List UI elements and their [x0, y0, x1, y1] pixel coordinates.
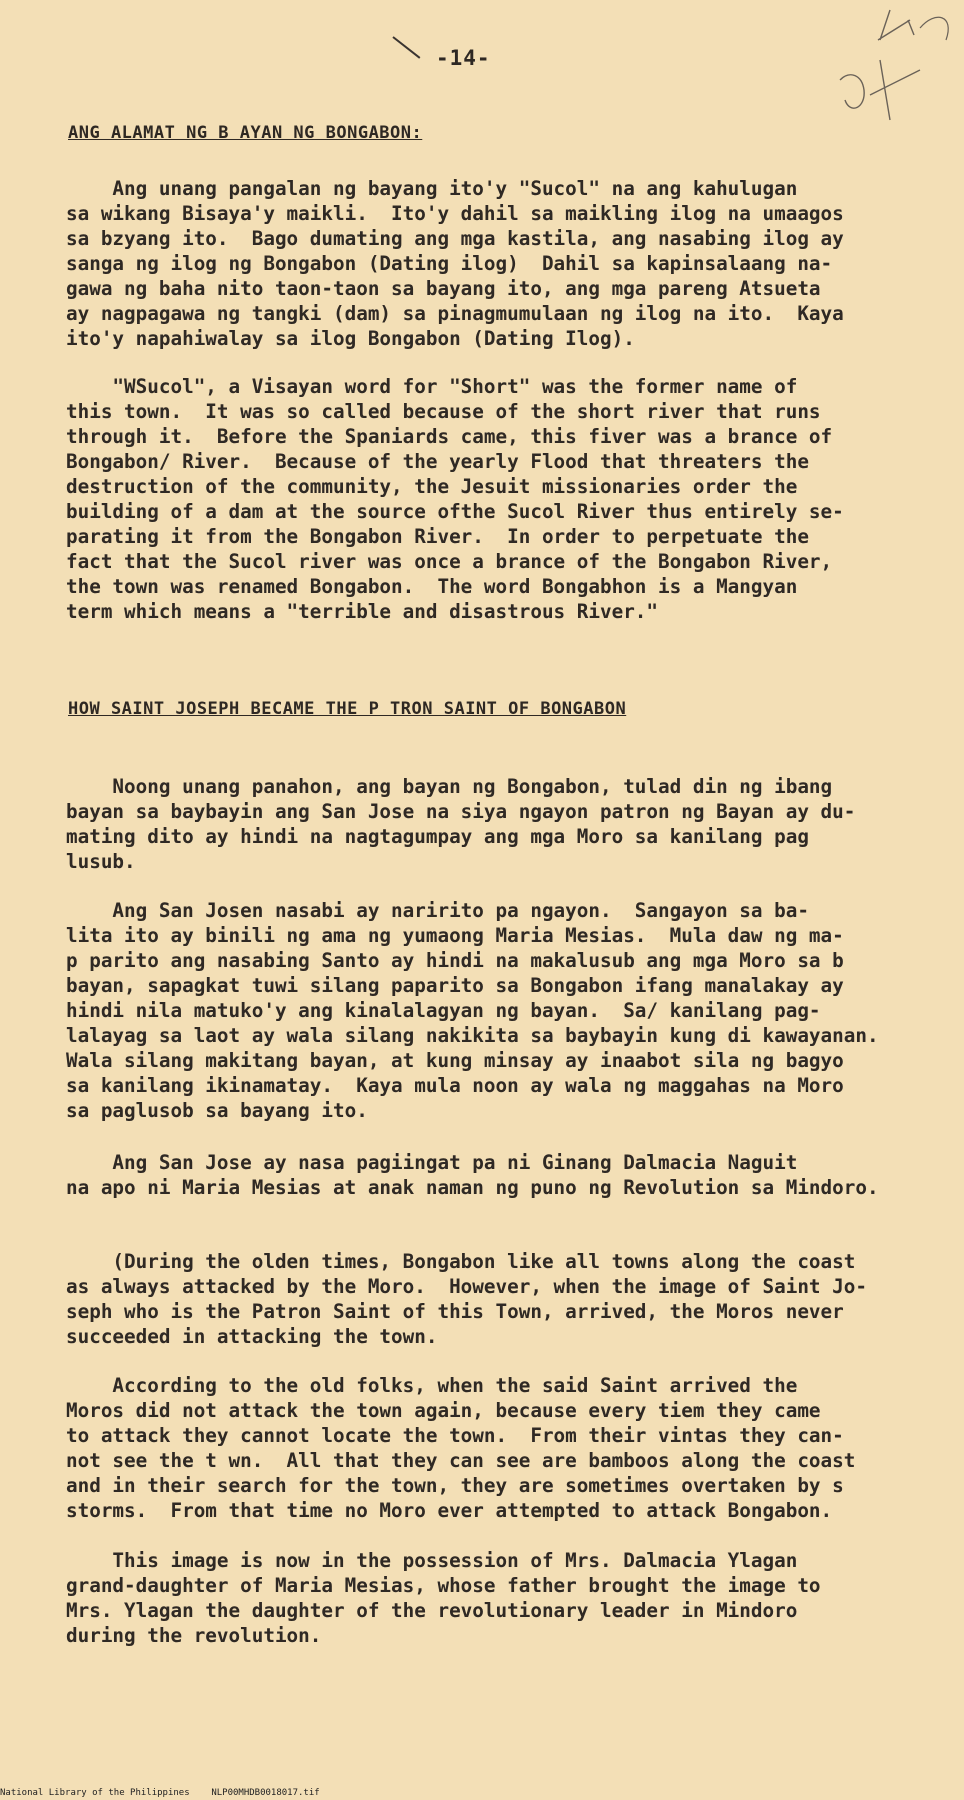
pen-tick-mark [392, 36, 420, 59]
section-1-heading: ANG ALAMAT NG B AYAN NG BONGABON: [68, 123, 423, 143]
section-2-tagalog-paragraph-3: Ang San Jose ay nasa pagiingat pa ni Ginang Dalmacia Naguit na apo ni Maria Mesias at anak naman ng puno ng Revolution sa Mindoro. [66, 1151, 879, 1199]
scan-footer-caption: National Library of the Philippines NLP00MHDB0018017.tif [0, 1788, 320, 1798]
section-2-tagalog-paragraph-1: Noong unang panahon, ang bayan ng Bongabon, tulad din ng ibang bayan sa baybayin ang San Jose na siya ngayon patron ng Bayan ay du- mating dito ay hindi na nagtagumpay ang mga Moro sa kanilang pag lusub. [66, 775, 856, 873]
page-number: -14- [436, 46, 491, 70]
section-1-tagalog-paragraph: Ang unang pangalan ng bayang ito'y "Sucol" na ang kahulugan sa wikang Bisaya'y maikli. Ito'y dahil sa maikling ilog na umaagos sa bzyang ito. Bago dumating ang mga kastila, ang nasabing ilog ay sanga ng ilog ng Bongabon (Dating ilog) Dahil sa kapinsalaang na- gawa ng baha nito taon-taon sa bayang ito, ang mga pareng Atsueta ay nagpagawa ng tangki (dam) sa pinagmumulaan ng ilog na ito. Kaya ito'y napahiwalay sa ilog Bongabon (Dating Ilog). [66, 177, 844, 350]
section-2-tagalog-paragraph-2: Ang San Josen nasabi ay naririto pa ngayon. Sangayon sa ba- lita ito ay binili ng ama ng yumaong Maria Mesias. Mula daw ng ma- p parito ang nasabing Santo ay hindi na makalusub ang mga Moro sa b bayan, sapagkat tuwi silang paparito sa Bongabon ifang manalakay ay hindi nila matuko'y ang kinalalagyan ng bayan. Sa/ kanilang pag- lalayag sa laot ay wala silang nakikita sa baybayin kung di kawayanan. Wala silang makitang bayan, at kung minsay ay inaabot sila ng bagyo sa kanilang ikinamatay. Kaya mula noon ay wala ng maggahas na Moro sa paglusob sa bayang ito. [66, 899, 879, 1122]
section-1-english-paragraph: "WSucol", a Visayan word for "Short" was the former name of this town. It was so called because of the short river that runs through it. Before the Spaniards came, this fiver was a brance of Bongabon/ River. Because of the yearly Flood that threaters the destruction of the community, the Jesuit missionaries order the building of a dam at the source ofthe Sucol River thus entirely se- parating it from the Bongabon River. In order to perpetuate the fact that the Sucol river was once a brance of the Bongabon River, the town was renamed Bongabon. The word Bongabhon is a Mangyan term which means a "terrible and disastrous River." [66, 375, 844, 623]
section-2-english-paragraph-1: (During the olden times, Bongabon like all towns along the coast as always attacked by the Moro. However, when the image of Saint Jo- seph who is the Patron Saint of this Town, arrived, the Moros never succeeded in attacking the town. [66, 1250, 867, 1348]
section-2-english-paragraph-2: According to the old folks, when the said Saint arrived the Moros did not attack the town again, because every tiem they came to attack they cannot locate the town. From their vintas they can- not see the t wn. All that they can see are bamboos along the coast and in their search for the town, they are sometimes overtaken by s storms. From that time no Moro ever attempted to attack Bongabon. [66, 1374, 856, 1522]
pencil-scribble-mark [820, 0, 964, 160]
section-2-heading: HOW SAINT JOSEPH BECAME THE P TRON SAINT OF BONGABON [68, 699, 627, 719]
section-2-english-paragraph-3: This image is now in the possession of Mrs. Dalmacia Ylagan grand-daughter of Maria Mesias, whose father brought the image to Mrs. Ylagan the daughter of the revolutionary leader in Mindoro during the revolution. [66, 1549, 821, 1647]
